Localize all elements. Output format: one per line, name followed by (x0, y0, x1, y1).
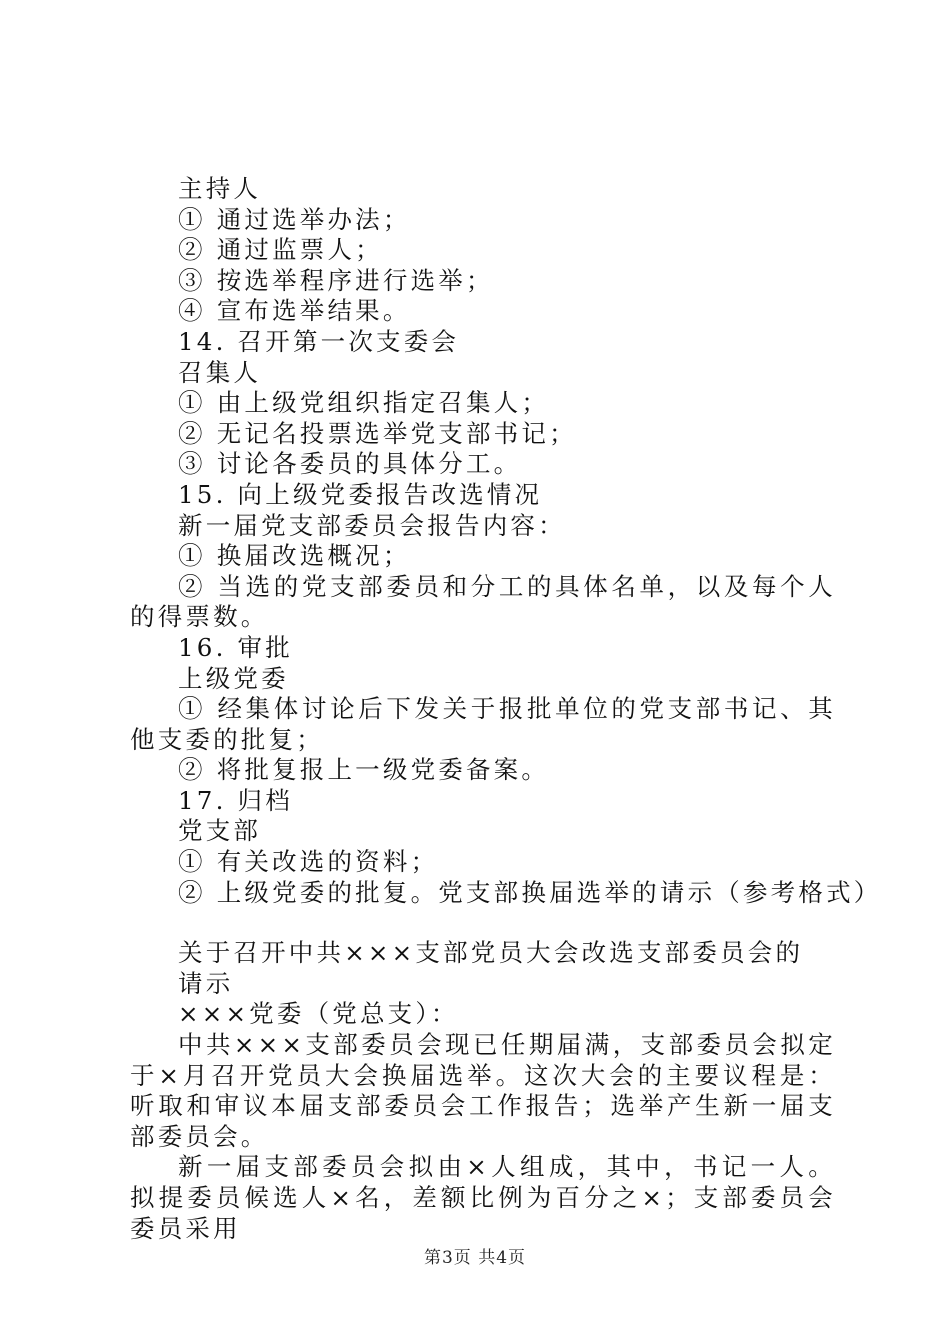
request-title: 关于召开中共×××支部党员大会改选支部委员会的 (178, 938, 804, 968)
text-line: 召集人 (178, 357, 262, 387)
text-line: ① 换届改选概况； (178, 541, 411, 571)
text-line: 新一届党支部委员会报告内容： (178, 510, 566, 540)
document-body (130, 174, 882, 1244)
addressee: ×××党委（党总支）： (178, 999, 459, 1029)
text-line: 党支部 (178, 816, 262, 846)
text-paragraph: 新一届支部委员会拟由×人组成，其中，书记一人。拟提委员候选人×名，差额比例为百分之×；支部委员会委员采用 (130, 1152, 836, 1243)
text-line: 上级党委 (178, 663, 289, 693)
text-line: ② 无记名投票选举党支部书记； (178, 418, 577, 448)
text-line: ② 将批复报上一级党委备案。 (178, 755, 550, 785)
text-line: ② 通过监票人； (178, 235, 383, 265)
text-paragraph: ① 经集体讨论后下发关于报批单位的党支部书记、其他支委的批复； (130, 694, 836, 754)
text-line: ② 上级党委的批复。党支部换届选举的请示（参考格式） (178, 877, 882, 907)
text-line: 主持人 (178, 174, 262, 203)
text-paragraph: ② 当选的党支部委员和分工的具体名单，以及每个人的得票数。 (130, 571, 836, 632)
text-line: ④ 宣布选举结果。 (178, 296, 411, 326)
text-paragraph: 中共×××支部委员会现已任期届满，支部委员会拟定于×月召开党员大会换届选举。这次大会的主要议程是：听取和审议本届支部委员会工作报告；选举产生新一届支部委员会。 (130, 1030, 836, 1151)
text-line: ① 通过选举办法； (178, 204, 411, 234)
page-footer: 第3页 共4页 (423, 1248, 527, 1268)
section-heading: 15. 向上级党委报告改选情况 (178, 479, 543, 509)
request-title-continued: 请示 (178, 968, 234, 998)
text-line: ① 由上级党组织指定召集人； (178, 388, 550, 418)
text-line: ③ 讨论各委员的具体分工。 (178, 449, 522, 479)
section-heading: 16. 审批 (178, 632, 293, 662)
text-line: ① 有关改选的资料； (178, 847, 439, 877)
blank-gap (130, 908, 836, 938)
text-line: ③ 按选举程序进行选举； (178, 265, 494, 295)
section-heading: 14. 召开第一次支委会 (178, 326, 460, 356)
section-heading: 17. 归档 (178, 785, 293, 815)
